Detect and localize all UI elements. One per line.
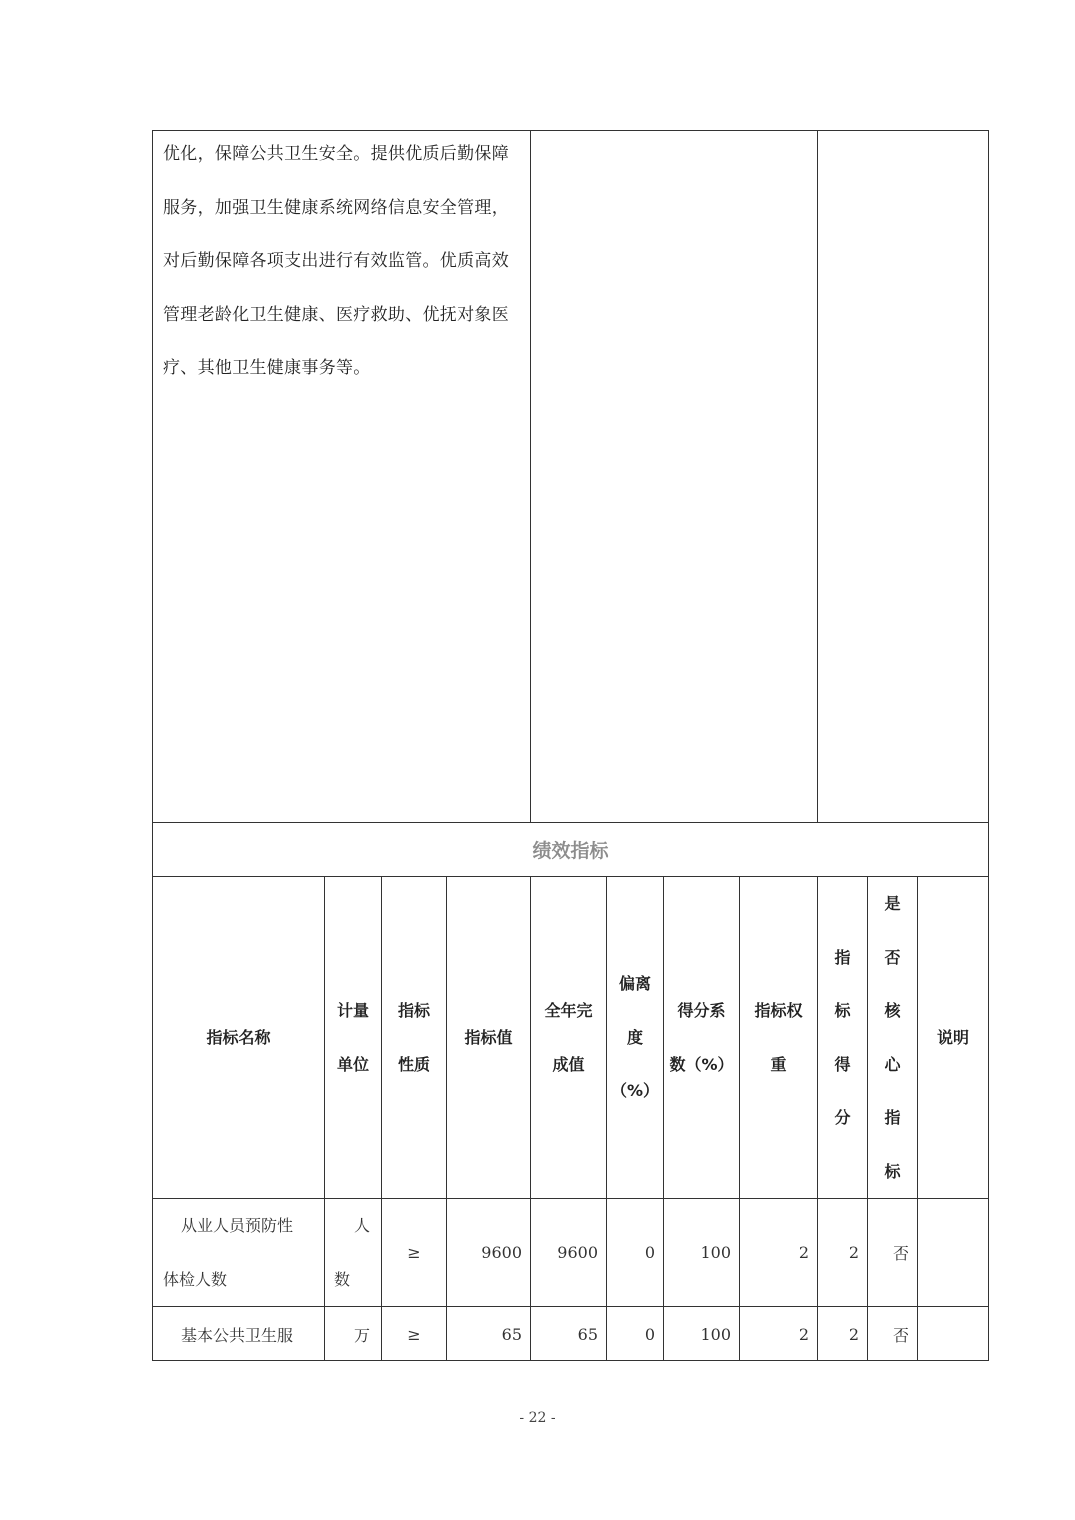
description-line: 对后勤保障各项支出进行有效监管。优质高效 <box>163 251 509 271</box>
header-note: 说明 <box>936 1027 969 1047</box>
row-core: 否 <box>892 1325 909 1345</box>
row-value: 65 <box>501 1324 522 1344</box>
divider <box>817 130 818 822</box>
row-score: 2 <box>848 1324 859 1344</box>
row-name: 基本公共卫生服 <box>181 1325 294 1345</box>
header-core: 是 否 核 心 指 标 <box>884 894 901 1181</box>
row-actual: 9600 <box>557 1243 598 1262</box>
row-deviation: 0 <box>644 1324 655 1344</box>
row-deviation: 0 <box>644 1243 655 1262</box>
header-actual: 全年完 成值 <box>544 1001 593 1074</box>
header-name: 指标名称 <box>206 1027 271 1047</box>
page-number: - 22 - <box>519 1410 556 1426</box>
row-nature: ≥ <box>407 1243 421 1262</box>
row-actual: 65 <box>577 1324 598 1344</box>
row-note <box>918 1307 988 1361</box>
header-unit: 计量 单位 <box>336 1001 369 1074</box>
row-coef: 100 <box>700 1324 731 1344</box>
row-note <box>918 1199 988 1306</box>
header-coef: 得分系 数（%） <box>669 1001 734 1074</box>
description-line: 疗、其他卫生健康事务等。 <box>163 358 371 378</box>
row-weight: 2 <box>798 1243 809 1262</box>
divider <box>530 130 531 822</box>
header-weight: 指标权 重 <box>754 1001 803 1074</box>
header-score: 指 标 得 分 <box>834 947 851 1127</box>
row-value: 9600 <box>481 1243 522 1262</box>
description-line: 服务，加强卫生健康系统网络信息安全管理， <box>163 197 509 218</box>
row-nature: ≥ <box>407 1324 421 1344</box>
row-unit: 万 <box>354 1325 371 1345</box>
row-weight: 2 <box>798 1324 809 1344</box>
header-nature: 指标 性质 <box>397 1001 430 1074</box>
row-coef: 100 <box>700 1243 731 1262</box>
description-text <box>163 128 525 396</box>
description-line: 管理老龄化卫生健康、医疗救助、优抚对象医 <box>163 304 509 325</box>
row-score: 2 <box>848 1243 859 1262</box>
header-deviation: 偏离 度 （%） <box>610 974 660 1101</box>
row-core: 否 <box>892 1244 909 1263</box>
description-line: 优化，保障公共卫生安全。提供优质后勤保障 <box>163 144 509 164</box>
header-value: 指标值 <box>464 1027 513 1047</box>
row-name: 从业人员预防性 体检人数 <box>163 1216 294 1289</box>
section-title: 绩效指标 <box>532 839 609 862</box>
row-unit: 人 数 <box>334 1216 371 1289</box>
